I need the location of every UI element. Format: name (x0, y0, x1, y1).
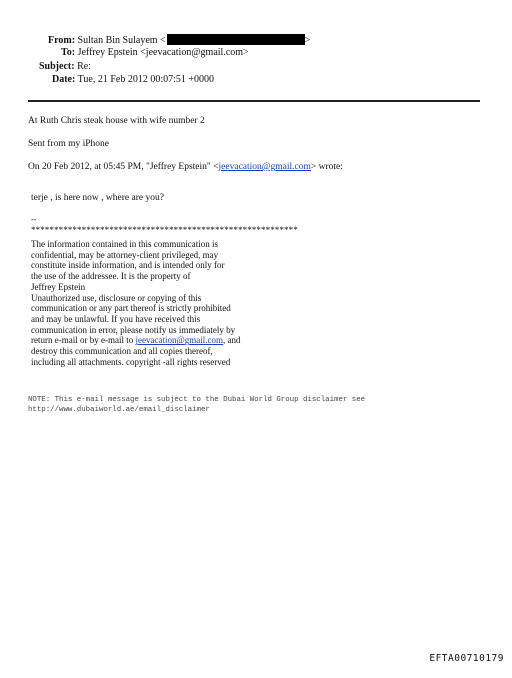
date-value: Tue, 21 Feb 2012 00:07:51 +0000 (77, 74, 215, 85)
subject-label: Subject: (39, 61, 75, 72)
disclaimer-line: the use of the addressee. It is the property of (31, 271, 191, 282)
from-label: From: (48, 35, 76, 46)
body-line-2: Sent from my iPhone (28, 139, 110, 149)
disclaimer-block (31, 239, 240, 367)
quoted-text: terje , is here now , where are you? (31, 193, 164, 203)
to-value: Jeffrey Epstein <jeevacation@gmail.com> (77, 47, 249, 58)
signature-dashes: -- (31, 215, 37, 224)
disclaimer-email-link[interactable]: jeevacation@gmail.com (135, 335, 223, 346)
quote-intro (28, 162, 343, 173)
disclaimer-line: communication or any part thereof is strictly prohibited (31, 303, 231, 314)
disclaimer-line: communication in error, please notify us immediately by (31, 324, 236, 335)
disclaimer-line (31, 335, 240, 346)
from-row (48, 34, 310, 47)
disclaimer-line: constitute inside information, and is intended only for (31, 260, 225, 271)
disclaimer-suffix: , and (222, 335, 241, 346)
disclaimer-prefix: return e-mail or by e-mail to (31, 335, 136, 346)
quote-email-link[interactable]: jeevacation@gmail.com (218, 162, 311, 172)
disclaimer-line: destroy this communication and all copies thereof, (31, 346, 213, 357)
disclaimer-line: including all attachments. copyright -all rights reserved (31, 356, 231, 367)
disclaimer-line: confidential, may be attorney-client privileged, may (31, 249, 219, 260)
from-close: > (304, 35, 311, 46)
body-line-1: At Ruth Chris steak house with wife number 2 (28, 116, 205, 126)
from-value: Sultan Bin Sulayem < (77, 35, 166, 46)
signature-stars: ********************************************************** (31, 225, 298, 235)
note-line-1: NOTE: This e-mail message is subject to the Dubai World Group disclaimer see (28, 396, 366, 404)
redaction-box (167, 34, 305, 45)
date-row (52, 74, 214, 86)
subject-value: Re: (77, 61, 91, 72)
header-divider (28, 100, 480, 102)
document-id: EFTA00710179 (429, 653, 504, 664)
to-label: To: (61, 47, 76, 58)
disclaimer-line: Unauthorized use, disclosure or copying of this (31, 292, 202, 303)
disclaimer-line: Jeffrey Epstein (31, 281, 86, 292)
to-row (61, 47, 249, 59)
subject-row (39, 61, 91, 73)
quote-prefix: On 20 Feb 2012, at 05:45 PM, "Jeffrey Epstein" < (28, 162, 219, 172)
disclaimer-line: The information contained in this communication is (31, 239, 218, 249)
quote-suffix: > wrote: (310, 162, 343, 172)
note-url-link[interactable]: http://www.dubaiworld.ae/email_disclaimer (28, 406, 210, 414)
date-label: Date: (52, 74, 76, 85)
disclaimer-line: and may be unlawful. If you have received this (31, 313, 201, 324)
